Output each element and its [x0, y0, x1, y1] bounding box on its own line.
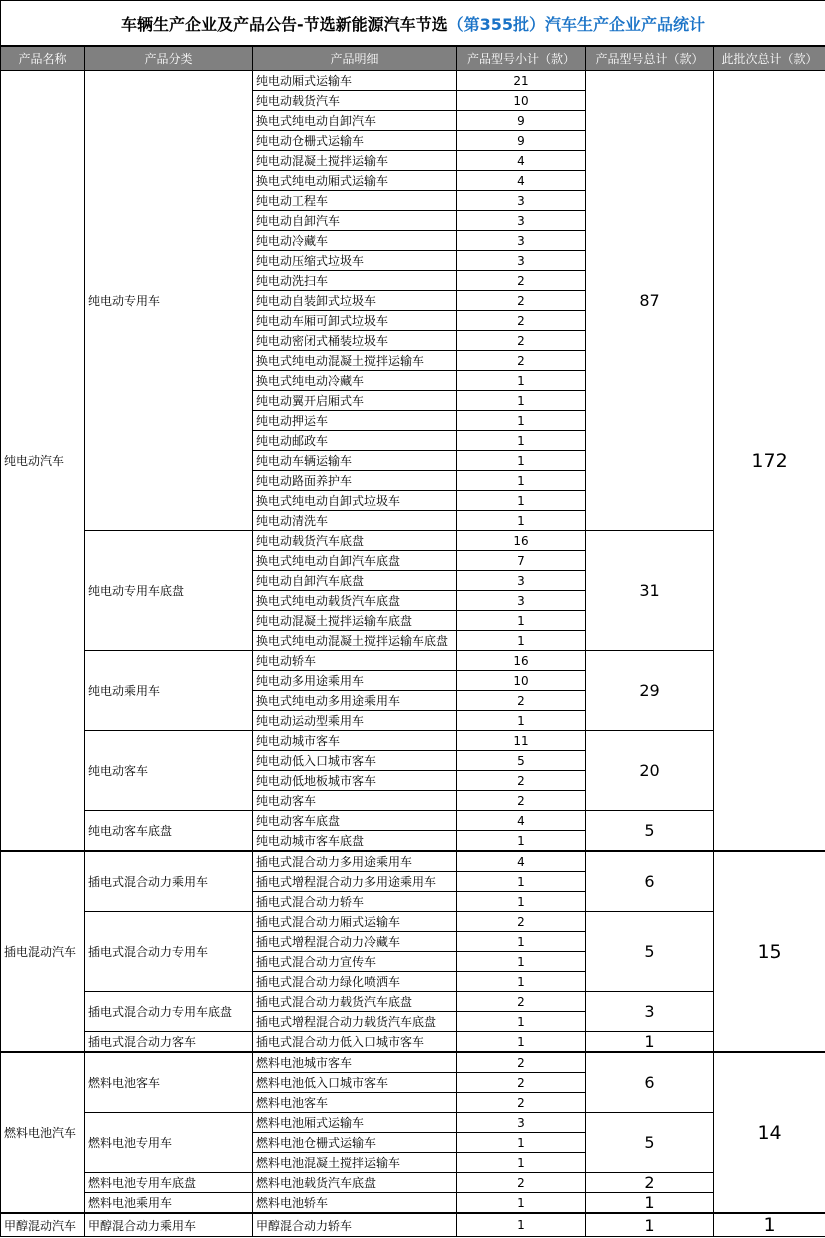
product-detail-cell: 换电式纯电动厢式运输车 — [253, 171, 457, 191]
table-row — [1, 731, 825, 751]
model-subtotal-cell: 4 — [457, 851, 586, 872]
model-total-cell: 2 — [586, 1173, 714, 1193]
product-detail-cell: 纯电动压缩式垃圾车 — [253, 251, 457, 271]
title-batch: （第355批）汽车生产企业产品统计 — [447, 14, 706, 34]
product-detail-cell: 换电式纯电动冷藏车 — [253, 371, 457, 391]
product-detail-cell: 纯电动低地板城市客车 — [253, 771, 457, 791]
model-subtotal-cell: 4 — [457, 171, 586, 191]
model-subtotal-cell: 2 — [457, 992, 586, 1012]
product-detail-cell: 纯电动车辆运输车 — [253, 451, 457, 471]
model-subtotal-cell: 3 — [457, 591, 586, 611]
table-row — [1, 1193, 825, 1214]
header-model-subtotal: 产品型号小计（款） — [457, 46, 586, 71]
product-detail-cell: 纯电动清洗车 — [253, 511, 457, 531]
model-subtotal-cell: 2 — [457, 912, 586, 932]
product-detail-cell: 插电式混合动力轿车 — [253, 892, 457, 912]
model-subtotal-cell: 1 — [457, 431, 586, 451]
product-category-cell: 插电式混合动力专用车底盘 — [85, 992, 253, 1032]
table-row — [1, 651, 825, 671]
product-detail-cell: 纯电动载货汽车 — [253, 91, 457, 111]
product-detail-cell: 燃料电池低入口城市客车 — [253, 1073, 457, 1093]
model-total-cell: 29 — [586, 651, 714, 731]
model-subtotal-cell: 1 — [457, 471, 586, 491]
model-total-cell: 1 — [586, 1032, 714, 1053]
header-model-total: 产品型号总计（款） — [586, 46, 714, 71]
model-subtotal-cell: 1 — [457, 831, 586, 852]
model-subtotal-cell: 1 — [457, 892, 586, 912]
model-subtotal-cell: 9 — [457, 131, 586, 151]
table-row — [1, 1173, 825, 1193]
product-detail-cell: 插电式混合动力载货汽车底盘 — [253, 992, 457, 1012]
model-subtotal-cell: 3 — [457, 191, 586, 211]
model-subtotal-cell: 2 — [457, 1173, 586, 1193]
product-detail-cell: 纯电动混凝土搅拌运输车 — [253, 151, 457, 171]
product-detail-cell: 插电式混合动力多用途乘用车 — [253, 851, 457, 872]
model-total-cell: 3 — [586, 992, 714, 1032]
product-detail-cell: 纯电动城市客车 — [253, 731, 457, 751]
model-subtotal-cell: 1 — [457, 451, 586, 471]
title-main: 车辆生产企业及产品公告-节选新能源汽车节选 — [121, 14, 448, 34]
product-detail-cell: 燃料电池厢式运输车 — [253, 1113, 457, 1133]
model-subtotal-cell: 1 — [457, 1153, 586, 1173]
model-subtotal-cell: 2 — [457, 291, 586, 311]
product-detail-cell: 换电式纯电动混凝土搅拌运输车底盘 — [253, 631, 457, 651]
table-row — [1, 1032, 825, 1053]
product-detail-cell: 插电式混合动力厢式运输车 — [253, 912, 457, 932]
product-detail-cell: 纯电动仓栅式运输车 — [253, 131, 457, 151]
product-detail-cell: 纯电动邮政车 — [253, 431, 457, 451]
model-subtotal-cell: 4 — [457, 151, 586, 171]
product-detail-cell: 甲醇混合动力轿车 — [253, 1213, 457, 1237]
product-category-cell: 燃料电池乘用车 — [85, 1193, 253, 1214]
product-detail-cell: 换电式纯电动自卸式垃圾车 — [253, 491, 457, 511]
model-subtotal-cell: 1 — [457, 611, 586, 631]
table-row — [1, 531, 825, 551]
batch-total-cell: 1 — [714, 1213, 825, 1237]
header-row — [1, 46, 825, 71]
model-total-cell: 5 — [586, 1113, 714, 1173]
model-subtotal-cell: 10 — [457, 671, 586, 691]
product-detail-cell: 纯电动自装卸式垃圾车 — [253, 291, 457, 311]
product-category-cell: 插电式混合动力专用车 — [85, 912, 253, 992]
product-detail-cell: 纯电动客车底盘 — [253, 811, 457, 831]
model-subtotal-cell: 1 — [457, 932, 586, 952]
model-subtotal-cell: 3 — [457, 571, 586, 591]
model-subtotal-cell: 2 — [457, 1073, 586, 1093]
model-subtotal-cell: 5 — [457, 751, 586, 771]
model-subtotal-cell: 16 — [457, 651, 586, 671]
model-subtotal-cell: 1 — [457, 511, 586, 531]
batch-total-cell: 172 — [714, 71, 825, 852]
product-detail-cell: 纯电动城市客车底盘 — [253, 831, 457, 852]
model-subtotal-cell: 3 — [457, 251, 586, 271]
product-detail-cell: 换电式纯电动自卸汽车底盘 — [253, 551, 457, 571]
model-subtotal-cell: 1 — [457, 872, 586, 892]
product-detail-cell: 纯电动运动型乘用车 — [253, 711, 457, 731]
table-row — [1, 912, 825, 932]
table-row — [1, 1113, 825, 1133]
model-subtotal-cell: 1 — [457, 1193, 586, 1214]
product-detail-cell: 燃料电池仓栅式运输车 — [253, 1133, 457, 1153]
product-detail-cell: 纯电动路面养护车 — [253, 471, 457, 491]
table-row — [1, 1213, 825, 1237]
header-product-category: 产品分类 — [85, 46, 253, 71]
model-total-cell: 6 — [586, 851, 714, 912]
model-total-cell: 6 — [586, 1052, 714, 1113]
product-category-cell: 燃料电池客车 — [85, 1052, 253, 1113]
product-detail-cell: 纯电动混凝土搅拌运输车底盘 — [253, 611, 457, 631]
model-subtotal-cell: 1 — [457, 411, 586, 431]
product-detail-cell: 纯电动押运车 — [253, 411, 457, 431]
table-title — [1, 1, 825, 47]
model-subtotal-cell: 2 — [457, 271, 586, 291]
product-category-cell: 纯电动乘用车 — [85, 651, 253, 731]
product-name-cell: 燃料电池汽车 — [1, 1052, 85, 1213]
product-category-cell: 插电式混合动力客车 — [85, 1032, 253, 1053]
product-detail-cell: 纯电动洗扫车 — [253, 271, 457, 291]
product-detail-cell: 燃料电池客车 — [253, 1093, 457, 1113]
model-subtotal-cell: 2 — [457, 1052, 586, 1073]
product-detail-cell: 插电式增程混合动力冷藏车 — [253, 932, 457, 952]
model-subtotal-cell: 2 — [457, 771, 586, 791]
product-detail-cell: 纯电动多用途乘用车 — [253, 671, 457, 691]
model-subtotal-cell: 1 — [457, 1133, 586, 1153]
product-detail-cell: 燃料电池城市客车 — [253, 1052, 457, 1073]
model-subtotal-cell: 2 — [457, 331, 586, 351]
table-row — [1, 811, 825, 831]
product-category-cell: 纯电动专用车底盘 — [85, 531, 253, 651]
product-detail-cell: 纯电动载货汽车底盘 — [253, 531, 457, 551]
product-category-cell: 燃料电池专用车底盘 — [85, 1173, 253, 1193]
model-subtotal-cell: 1 — [457, 711, 586, 731]
product-detail-cell: 纯电动客车 — [253, 791, 457, 811]
model-total-cell: 5 — [586, 811, 714, 852]
product-detail-cell: 纯电动冷藏车 — [253, 231, 457, 251]
model-subtotal-cell: 1 — [457, 952, 586, 972]
product-detail-cell: 纯电动车厢可卸式垃圾车 — [253, 311, 457, 331]
product-detail-cell: 插电式混合动力绿化喷洒车 — [253, 972, 457, 992]
model-subtotal-cell: 3 — [457, 211, 586, 231]
product-category-cell: 纯电动客车底盘 — [85, 811, 253, 852]
model-subtotal-cell: 3 — [457, 231, 586, 251]
product-category-cell: 纯电动客车 — [85, 731, 253, 811]
model-subtotal-cell: 7 — [457, 551, 586, 571]
product-detail-cell: 燃料电池载货汽车底盘 — [253, 1173, 457, 1193]
product-detail-cell: 换电式纯电动载货汽车底盘 — [253, 591, 457, 611]
product-detail-cell: 换电式纯电动混凝土搅拌运输车 — [253, 351, 457, 371]
product-name-cell: 甲醇混动汽车 — [1, 1213, 85, 1237]
batch-total-cell: 14 — [714, 1052, 825, 1213]
product-detail-cell: 纯电动自卸汽车底盘 — [253, 571, 457, 591]
header-product-detail: 产品明细 — [253, 46, 457, 71]
model-subtotal-cell: 11 — [457, 731, 586, 751]
model-subtotal-cell: 1 — [457, 391, 586, 411]
model-subtotal-cell: 1 — [457, 371, 586, 391]
model-subtotal-cell: 2 — [457, 1093, 586, 1113]
product-detail-cell: 换电式纯电动多用途乘用车 — [253, 691, 457, 711]
table-row — [1, 992, 825, 1012]
batch-total-cell: 15 — [714, 851, 825, 1052]
product-detail-cell: 燃料电池混凝土搅拌运输车 — [253, 1153, 457, 1173]
product-category-cell: 纯电动专用车 — [85, 71, 253, 531]
table-row — [1, 1052, 825, 1073]
model-total-cell: 31 — [586, 531, 714, 651]
product-detail-cell: 纯电动低入口城市客车 — [253, 751, 457, 771]
model-subtotal-cell: 1 — [457, 491, 586, 511]
model-subtotal-cell: 1 — [457, 1012, 586, 1032]
table-row — [1, 851, 825, 872]
product-detail-cell: 纯电动工程车 — [253, 191, 457, 211]
model-subtotal-cell: 16 — [457, 531, 586, 551]
model-total-cell: 20 — [586, 731, 714, 811]
model-subtotal-cell: 1 — [457, 972, 586, 992]
product-detail-cell: 纯电动厢式运输车 — [253, 71, 457, 91]
model-subtotal-cell: 1 — [457, 1213, 586, 1237]
product-category-cell: 插电式混合动力乘用车 — [85, 851, 253, 912]
model-subtotal-cell: 10 — [457, 91, 586, 111]
product-category-cell: 燃料电池专用车 — [85, 1113, 253, 1173]
product-detail-cell: 插电式增程混合动力载货汽车底盘 — [253, 1012, 457, 1032]
product-name-cell: 纯电动汽车 — [1, 71, 85, 852]
model-subtotal-cell: 3 — [457, 1113, 586, 1133]
product-detail-cell: 插电式增程混合动力多用途乘用车 — [253, 872, 457, 892]
model-total-cell: 1 — [586, 1193, 714, 1214]
model-subtotal-cell: 4 — [457, 811, 586, 831]
model-subtotal-cell: 2 — [457, 791, 586, 811]
header-product-name: 产品名称 — [1, 46, 85, 71]
product-detail-cell: 插电式混合动力宣传车 — [253, 952, 457, 972]
product-detail-cell: 燃料电池轿车 — [253, 1193, 457, 1214]
model-subtotal-cell: 9 — [457, 111, 586, 131]
product-detail-cell: 纯电动自卸汽车 — [253, 211, 457, 231]
model-subtotal-cell: 1 — [457, 1032, 586, 1053]
product-detail-cell: 纯电动翼开启厢式车 — [253, 391, 457, 411]
model-subtotal-cell: 2 — [457, 691, 586, 711]
table-row — [1, 71, 825, 91]
model-total-cell: 87 — [586, 71, 714, 531]
model-subtotal-cell: 1 — [457, 631, 586, 651]
product-detail-cell: 纯电动密闭式桶装垃圾车 — [253, 331, 457, 351]
product-detail-cell: 换电式纯电动自卸汽车 — [253, 111, 457, 131]
product-category-cell: 甲醇混合动力乘用车 — [85, 1213, 253, 1237]
model-subtotal-cell: 21 — [457, 71, 586, 91]
product-name-cell: 插电混动汽车 — [1, 851, 85, 1052]
model-subtotal-cell: 2 — [457, 351, 586, 371]
header-batch-total: 此批次总计（款） — [714, 46, 825, 71]
model-subtotal-cell: 2 — [457, 311, 586, 331]
product-detail-cell: 插电式混合动力低入口城市客车 — [253, 1032, 457, 1053]
model-total-cell: 1 — [586, 1213, 714, 1237]
model-total-cell: 5 — [586, 912, 714, 992]
product-detail-cell: 纯电动轿车 — [253, 651, 457, 671]
